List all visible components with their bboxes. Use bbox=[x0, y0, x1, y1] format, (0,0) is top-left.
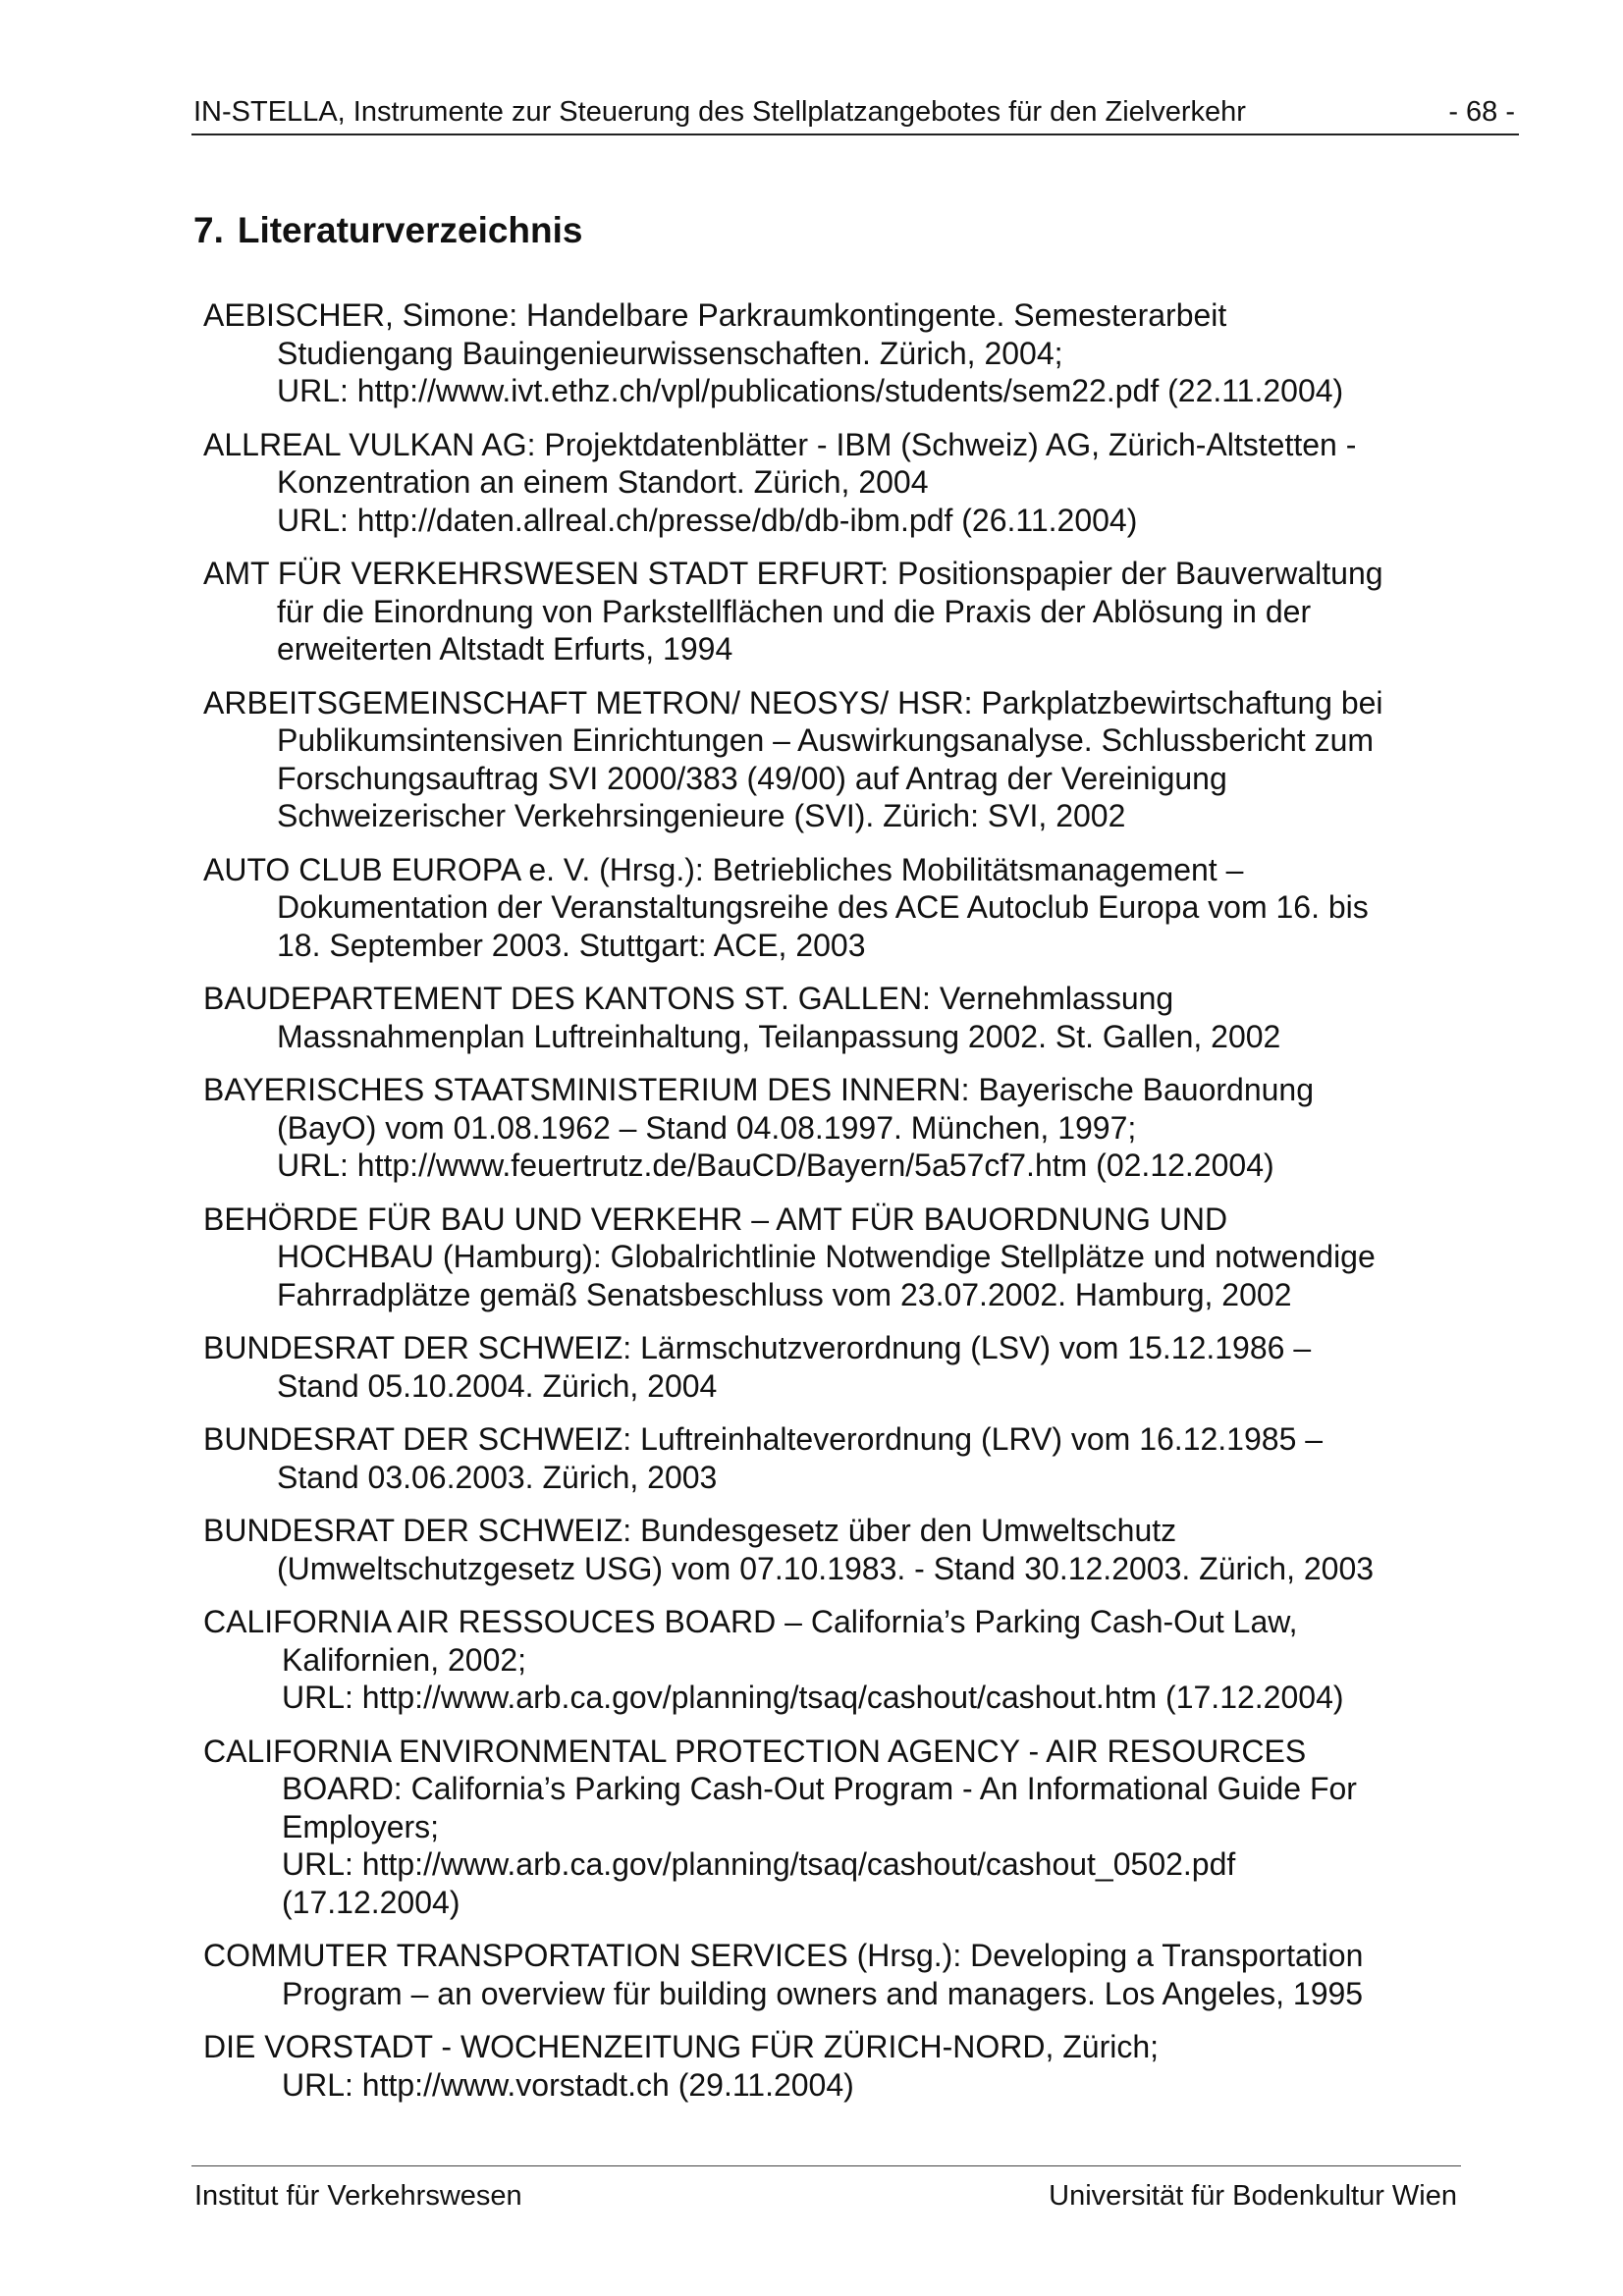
reference-line: Kalifornien, 2002; bbox=[282, 1641, 527, 1678]
reference-list bbox=[203, 296, 1519, 2119]
reference-entry bbox=[203, 296, 1519, 410]
footer-institute: Institut für Verkehrswesen bbox=[194, 2180, 522, 2212]
reference-line: URL: http://www.ivt.ethz.ch/vpl/publications/students/sem22.pdf (22.11.2004) bbox=[277, 373, 1344, 408]
reference-line: Massnahmenplan Luftreinhaltung, Teilanpassung 2002. St. Gallen, 2002 bbox=[277, 1018, 1281, 1054]
reference-entry bbox=[203, 1512, 1519, 1587]
reference-entry bbox=[203, 1603, 1519, 1717]
reference-entry bbox=[203, 1733, 1519, 1922]
header-title: IN-STELLA, Instrumente zur Steuerung des Stellplatzangebotes für den Zielverkehr bbox=[193, 96, 1246, 128]
reference-line: (17.12.2004) bbox=[282, 1884, 460, 1920]
reference-entry bbox=[203, 684, 1519, 835]
page-number: - 68 - bbox=[1448, 96, 1515, 128]
reference-line: 18. September 2003. Stuttgart: ACE, 2003 bbox=[277, 927, 866, 963]
reference-line: Stand 05.10.2004. Zürich, 2004 bbox=[277, 1367, 718, 1404]
reference-line: DIE VORSTADT - WOCHENZEITUNG FÜR ZÜRICH-NORD, Zürich; bbox=[203, 2029, 1160, 2064]
reference-line: Forschungsauftrag SVI 2000/383 (49/00) auf Antrag der Vereinigung bbox=[277, 760, 1227, 796]
reference-line: Schweizerischer Verkehrsingenieure (SVI). Zürich: SVI, 2002 bbox=[277, 798, 1126, 833]
reference-line: BUNDESRAT DER SCHWEIZ: Luftreinhalteverordnung (LRV) vom 16.12.1985 – bbox=[203, 1421, 1324, 1457]
reference-line: CALIFORNIA ENVIRONMENTAL PROTECTION AGENCY - AIR RESOURCES bbox=[203, 1733, 1307, 1769]
reference-entry bbox=[203, 1329, 1519, 1405]
section-heading bbox=[193, 210, 583, 251]
reference-line: URL: http://daten.allreal.ch/presse/db/db-ibm.pdf (26.11.2004) bbox=[277, 502, 1138, 538]
page-header bbox=[191, 94, 1519, 135]
reference-line: BUNDESRAT DER SCHWEIZ: Lärmschutzverordnung (LSV) vom 15.12.1986 – bbox=[203, 1330, 1312, 1365]
reference-line: COMMUTER TRANSPORTATION SERVICES (Hrsg.): Developing a Transportation bbox=[203, 1938, 1364, 1973]
reference-entry bbox=[203, 1937, 1519, 2012]
reference-line: BAUDEPARTEMENT DES KANTONS ST. GALLEN: Vernehmlassung bbox=[203, 981, 1174, 1016]
reference-line: für die Einordnung von Parkstellflächen und die Praxis der Ablösung in der bbox=[277, 593, 1312, 629]
reference-entry bbox=[203, 980, 1519, 1055]
reference-line: AMT FÜR VERKEHRSWESEN STADT ERFURT: Positionspapier der Bauverwaltung bbox=[203, 556, 1383, 591]
reference-line: URL: http://www.vorstadt.ch (29.11.2004) bbox=[282, 2066, 854, 2103]
reference-entry bbox=[203, 1420, 1519, 1496]
reference-line: BOARD: California’s Parking Cash-Out Program - An Informational Guide For bbox=[282, 1771, 1357, 1806]
reference-line: CALIFORNIA AIR RESSOUCES BOARD – California’s Parking Cash-Out Law, bbox=[203, 1604, 1298, 1639]
reference-line: Dokumentation der Veranstaltungsreihe des ACE Autoclub Europa vom 16. bis bbox=[277, 889, 1369, 925]
reference-line: Stand 03.06.2003. Zürich, 2003 bbox=[277, 1459, 718, 1495]
reference-line: Studiengang Bauingenieurwissenschaften. Zürich, 2004; bbox=[277, 335, 1063, 371]
reference-line: ALLREAL VULKAN AG: Projektdatenblätter - IBM (Schweiz) AG, Zürich-Altstetten - bbox=[203, 426, 1357, 462]
reference-line: Program – an overview für building owners and managers. Los Angeles, 1995 bbox=[282, 1975, 1364, 2011]
reference-entry bbox=[203, 851, 1519, 965]
reference-line: ARBEITSGEMEINSCHAFT METRON/ NEOSYS/ HSR: Parkplatzbewirtschaftung bei bbox=[203, 684, 1383, 721]
section-title: Literaturverzeichnis bbox=[237, 210, 583, 250]
reference-entry bbox=[203, 555, 1519, 668]
reference-line: BEHÖRDE FÜR BAU UND VERKEHR – AMT FÜR BAUORDNUNG UND bbox=[203, 1201, 1228, 1237]
reference-line: URL: http://www.feuertrutz.de/BauCD/Bayern/5a57cf7.htm (02.12.2004) bbox=[277, 1148, 1274, 1183]
section-number: 7. bbox=[193, 210, 224, 250]
page-footer bbox=[191, 2165, 1461, 2216]
reference-line: HOCHBAU (Hamburg): Globalrichtlinie Notwendige Stellplätze und notwendige bbox=[277, 1239, 1376, 1274]
reference-line: (BayO) vom 01.08.1962 – Stand 04.08.1997. München, 1997; bbox=[277, 1109, 1137, 1146]
reference-line: AEBISCHER, Simone: Handelbare Parkraumkontingente. Semesterarbeit bbox=[203, 297, 1227, 333]
reference-entry bbox=[203, 426, 1519, 540]
reference-entry bbox=[203, 1071, 1519, 1185]
reference-line: URL: http://www.arb.ca.gov/planning/tsaq/cashout/cashout_0502.pdf bbox=[282, 1846, 1236, 1882]
footer-university: Universität für Bodenkultur Wien bbox=[1049, 2180, 1457, 2212]
reference-line: (Umweltschutzgesetz USG) vom 07.10.1983. - Stand 30.12.2003. Zürich, 2003 bbox=[277, 1550, 1375, 1586]
reference-entry bbox=[203, 1201, 1519, 1314]
reference-line: URL: http://www.arb.ca.gov/planning/tsaq/cashout/cashout.htm (17.12.2004) bbox=[282, 1680, 1344, 1715]
reference-line: Konzentration an einem Standort. Zürich, 2004 bbox=[277, 464, 929, 500]
reference-line: BAYERISCHES STAATSMINISTERIUM DES INNERN: Bayerische Bauordnung bbox=[203, 1072, 1314, 1107]
reference-line: BUNDESRAT DER SCHWEIZ: Bundesgesetz über den Umweltschutz bbox=[203, 1513, 1177, 1548]
reference-line: Fahrradplätze gemäß Senatsbeschluss vom 23.07.2002. Hamburg, 2002 bbox=[277, 1276, 1292, 1312]
reference-line: erweiterten Altstadt Erfurts, 1994 bbox=[277, 631, 733, 667]
reference-line: AUTO CLUB EUROPA e. V. (Hrsg.): Betriebliches Mobilitätsmanagement – bbox=[203, 851, 1244, 887]
reference-entry bbox=[203, 2028, 1519, 2104]
reference-line: Publikumsintensiven Einrichtungen – Auswirkungsanalyse. Schlussbericht zum bbox=[277, 722, 1375, 758]
reference-line: Employers; bbox=[282, 1808, 440, 1844]
